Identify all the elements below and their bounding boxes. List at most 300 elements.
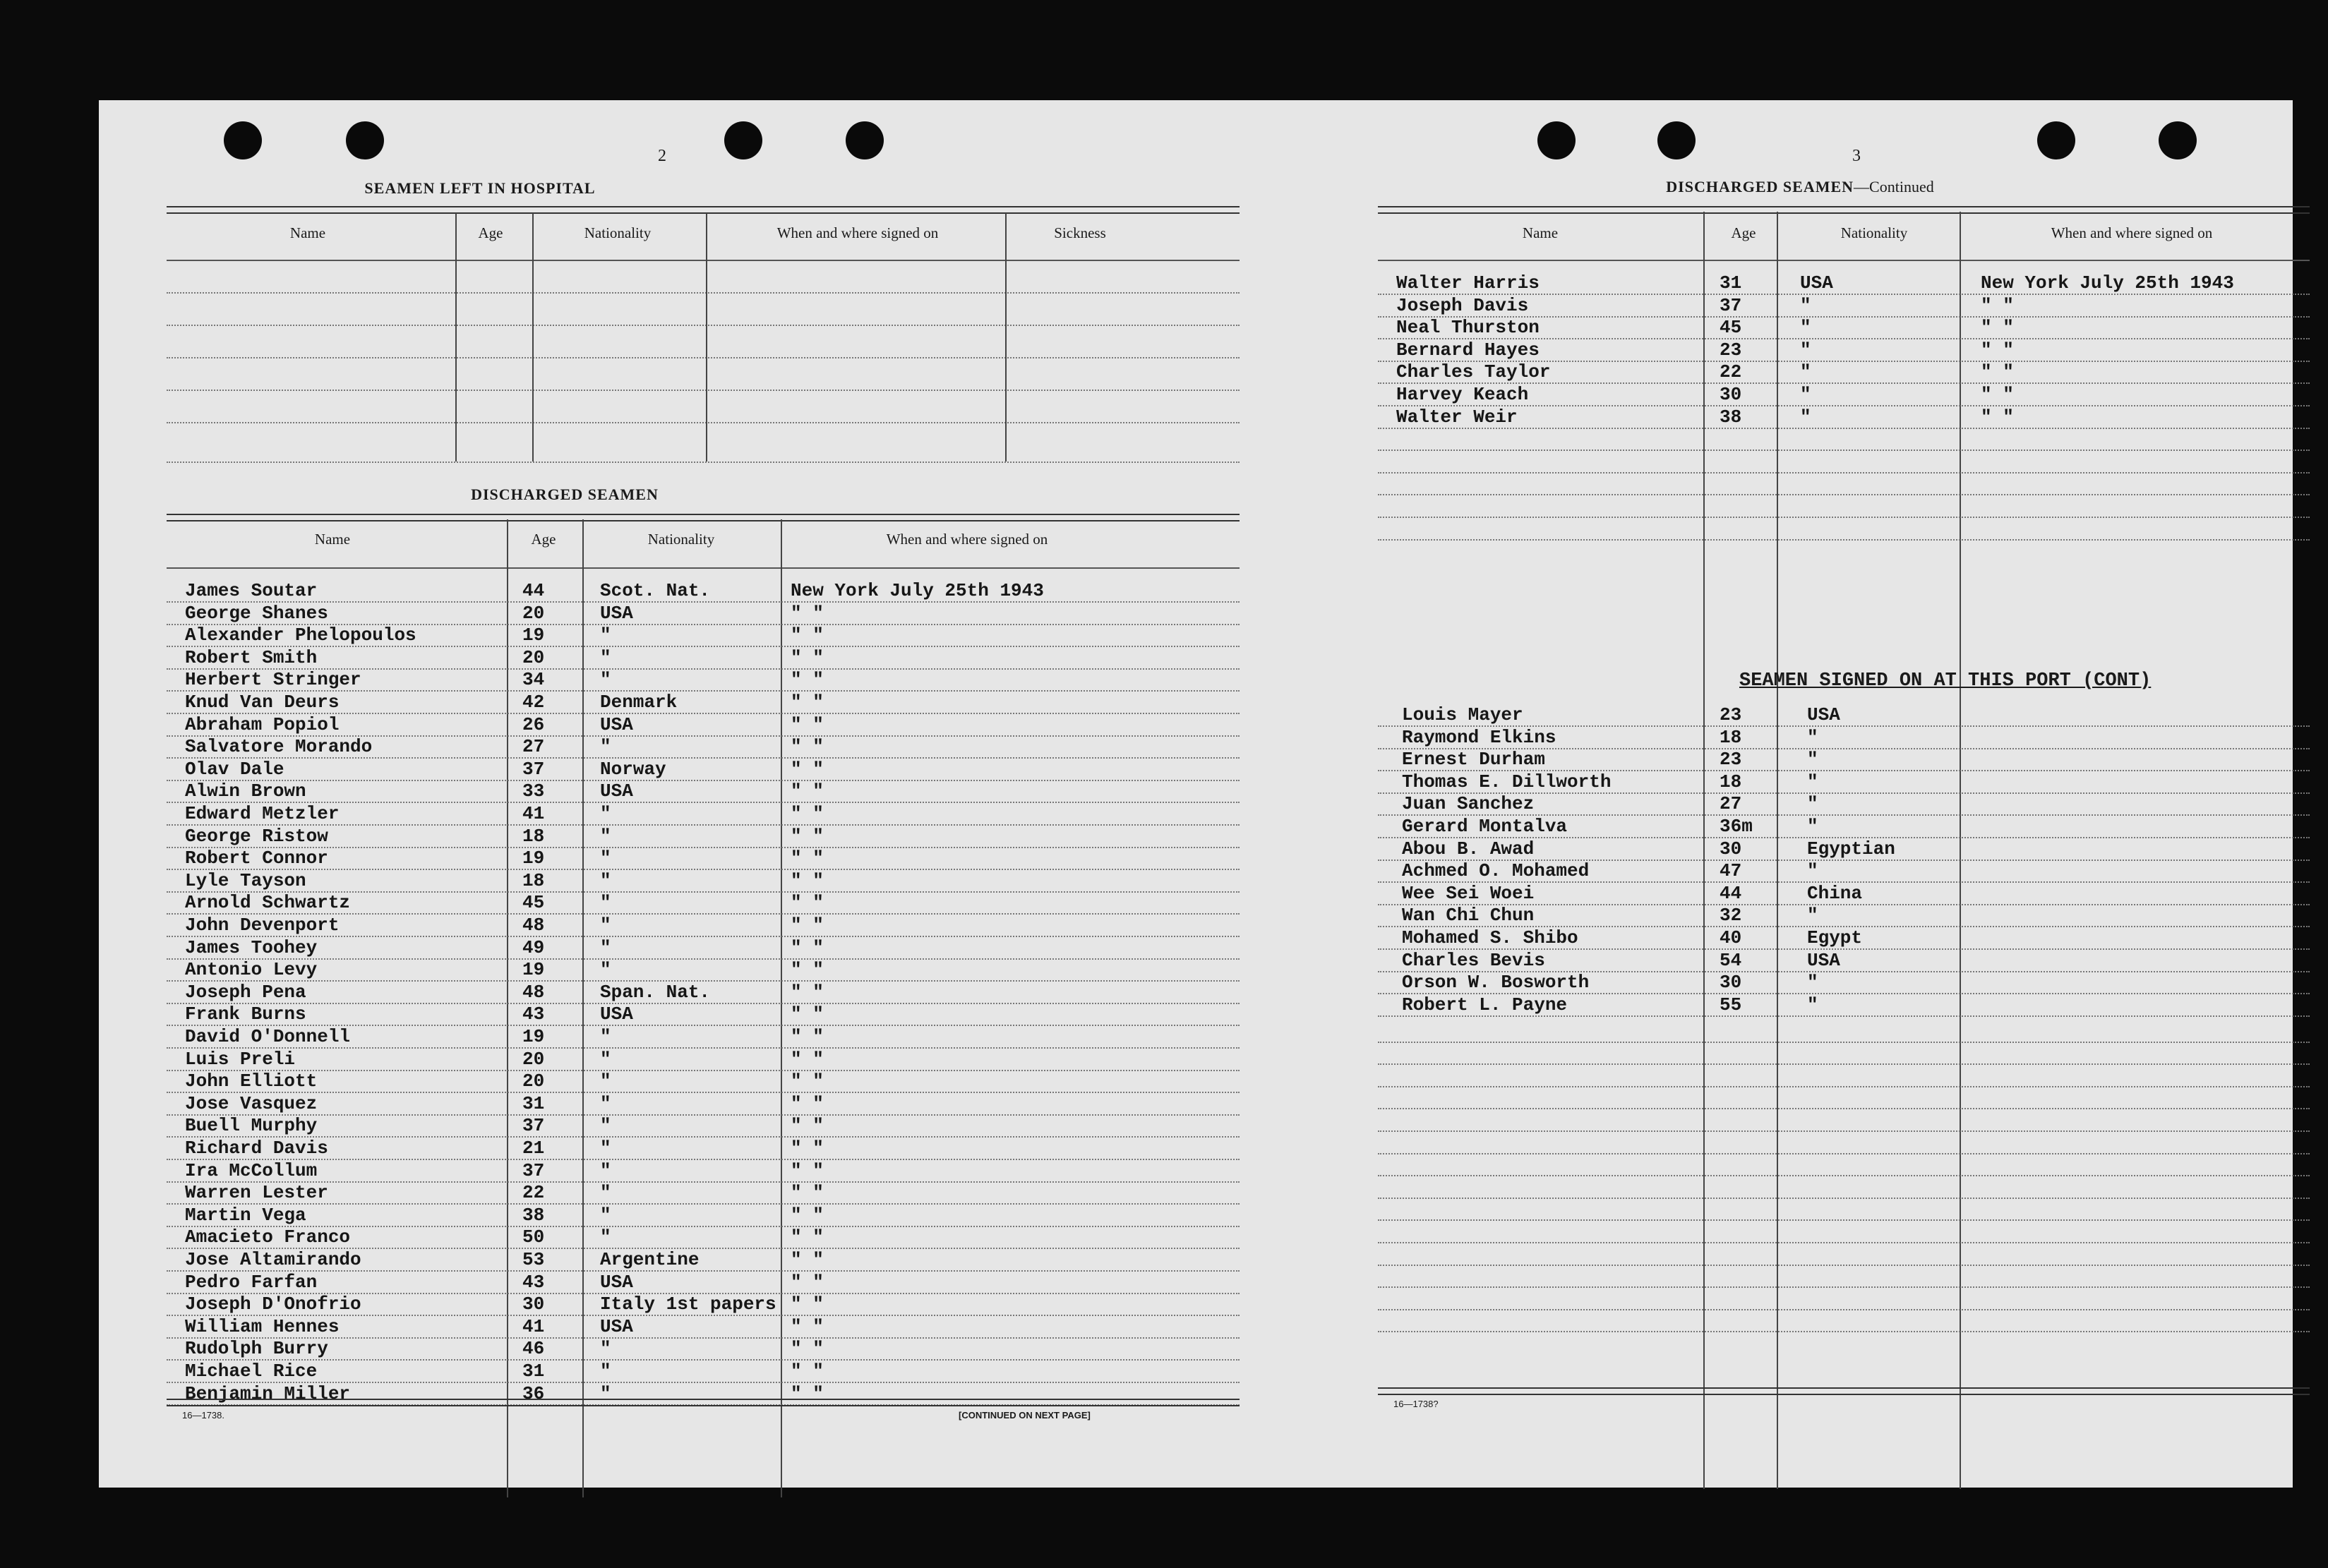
cell-age: 41 <box>522 1315 545 1337</box>
cell-nat: " <box>600 1382 611 1404</box>
row-rule <box>167 1203 1240 1205</box>
cell-nat: USA <box>600 780 633 802</box>
cell-nat: " <box>1807 994 1818 1015</box>
discharged-title: DISCHARGED SEAMEN <box>471 486 659 503</box>
cell-name: Antonio Levy <box>185 959 318 981</box>
cell-nat: USA <box>1807 949 1840 971</box>
cell-name: Herbert Stringer <box>185 669 361 691</box>
page-number: 2 <box>658 147 666 165</box>
cell-age: 43 <box>522 1003 545 1025</box>
cell-age: 26 <box>522 713 545 735</box>
cell-nat: " <box>600 1048 611 1070</box>
cell-name: Joseph Pena <box>185 981 306 1003</box>
row-rule <box>1378 1286 2310 1288</box>
cell-name: William Hennes <box>185 1315 340 1337</box>
cell-name: Edward Metzler <box>185 803 340 824</box>
hospital-col-age: Age <box>478 224 503 241</box>
cell-nat: Argentine <box>600 1249 700 1270</box>
cell-age: 37 <box>1720 294 1742 316</box>
cell-when: " " <box>791 646 824 668</box>
cell-nat: USA <box>1800 272 1833 294</box>
cell-name: Bernard Hayes <box>1396 339 1540 361</box>
column-divider <box>706 213 707 462</box>
cell-age: 31 <box>522 1361 545 1382</box>
row-rule <box>1378 1153 2310 1154</box>
cell-when: " " <box>1981 317 2014 339</box>
blank-line <box>167 462 1240 463</box>
hospital-col-sickness: Sickness <box>1054 224 1106 241</box>
cell-when: " " <box>1981 339 2014 361</box>
cell-age: 20 <box>522 602 545 624</box>
cell-age: 37 <box>522 758 545 780</box>
blank-line <box>167 422 1240 423</box>
cell-when: " " <box>791 1271 824 1293</box>
row-rule <box>167 757 1240 759</box>
cell-age: 54 <box>1720 949 1742 971</box>
cell-age: 33 <box>522 780 545 802</box>
cell-when: " " <box>791 803 824 824</box>
cell-age: 37 <box>522 1115 545 1137</box>
cell-when: " " <box>791 1003 824 1025</box>
cell-name: Arnold Schwartz <box>185 892 351 914</box>
cell-name: John Devenport <box>185 915 340 936</box>
blank-line <box>167 357 1240 358</box>
cell-name: Frank Burns <box>185 1003 306 1025</box>
row-rule <box>1378 1175 2310 1176</box>
cell-when: " " <box>1981 406 2014 428</box>
cell-age: 49 <box>522 936 545 958</box>
page-title-cont: —Continued <box>1854 178 1934 195</box>
cell-when: " " <box>791 1382 824 1404</box>
cell-age: 44 <box>1720 882 1742 904</box>
row-rule <box>1378 405 2310 406</box>
row-rule <box>167 1070 1240 1071</box>
right-page <box>1214 100 2293 1488</box>
cell-nat: " <box>600 936 611 958</box>
cell-name: Ernest Durham <box>1402 749 1545 771</box>
discharged-col-nationality: Nationality <box>647 531 715 548</box>
cell-nat: " <box>1800 339 1811 361</box>
punch-hole <box>224 121 262 159</box>
column-divider <box>455 213 457 462</box>
cell-name: Warren Lester <box>185 1182 328 1204</box>
cell-name: Amacieto Franco <box>185 1226 351 1248</box>
punch-hole <box>2037 121 2075 159</box>
cell-name: Robert Smith <box>185 646 318 668</box>
cell-nat: " <box>600 669 611 691</box>
cell-nat: " <box>600 1204 611 1226</box>
header-rule <box>167 260 1240 261</box>
cell-nat: " <box>600 1338 611 1360</box>
cell-when: " " <box>791 1315 824 1337</box>
cell-name: Olav Dale <box>185 758 284 780</box>
cell-age: 50 <box>522 1226 545 1248</box>
row-rule <box>1378 1130 2310 1132</box>
row-rule <box>1378 1063 2310 1065</box>
row-rule <box>1378 1086 2310 1087</box>
cell-nat: " <box>1800 384 1811 405</box>
cell-nat: " <box>600 1159 611 1181</box>
punch-hole <box>846 121 884 159</box>
cell-age: 42 <box>522 692 545 713</box>
page-title <box>1539 178 2061 196</box>
cell-nat: " <box>1807 771 1818 792</box>
cell-nat: " <box>1807 749 1818 771</box>
bottom-rule <box>1378 1387 2310 1395</box>
punch-hole <box>1657 121 1696 159</box>
row-rule <box>1378 316 2310 318</box>
row-rule <box>167 869 1240 870</box>
cell-age: 30 <box>1720 384 1742 405</box>
cell-name: Luis Preli <box>185 1048 296 1070</box>
cell-age: 40 <box>1720 927 1742 948</box>
cell-name: Salvatore Morando <box>185 736 373 758</box>
cell-nat: " <box>600 1026 611 1047</box>
row-rule <box>1378 450 2310 451</box>
cell-when: " " <box>791 915 824 936</box>
col-age: Age <box>1731 224 1756 241</box>
blank-line <box>167 292 1240 294</box>
cell-name: Knud Van Deurs <box>185 692 340 713</box>
cell-nat: " <box>600 1115 611 1137</box>
column-divider <box>1703 212 1705 1489</box>
cell-age: 19 <box>522 959 545 981</box>
form-number: 16—1738. <box>182 1410 224 1421</box>
cell-when: New York July 25th 1943 <box>1981 272 2234 294</box>
cell-age: 30 <box>522 1293 545 1315</box>
cell-nat: " <box>600 803 611 824</box>
cell-name: Jose Altamirando <box>185 1249 361 1270</box>
cell-name: Thomas E. Dillworth <box>1402 771 1612 792</box>
blank-line <box>167 325 1240 326</box>
cell-age: 31 <box>1720 272 1742 294</box>
discharged-col-name: Name <box>314 531 351 548</box>
hospital-top-rule <box>167 206 1240 214</box>
cell-name: Buell Murphy <box>185 1115 318 1137</box>
cell-name: Joseph Davis <box>1396 294 1529 316</box>
row-rule <box>167 1159 1240 1160</box>
cell-age: 36m <box>1720 816 1753 837</box>
row-rule <box>167 1092 1240 1093</box>
page-title-main: DISCHARGED SEAMEN <box>1666 178 1854 195</box>
left-page <box>99 100 1214 1488</box>
cell-name: Richard Davis <box>185 1138 328 1159</box>
cell-nat: Egyptian <box>1807 838 1895 860</box>
cell-name: Raymond Elkins <box>1402 726 1556 748</box>
cell-age: 45 <box>1720 317 1742 339</box>
cell-name: Robert L. Payne <box>1402 994 1568 1015</box>
cell-age: 18 <box>1720 771 1742 792</box>
cell-when: " " <box>791 1026 824 1047</box>
cell-when: " " <box>791 758 824 780</box>
blank-line <box>167 390 1240 391</box>
cell-nat: " <box>600 825 611 847</box>
cell-name: George Shanes <box>185 602 328 624</box>
row-rule <box>1378 472 2310 474</box>
cell-name: Orson W. Bosworth <box>1402 972 1590 994</box>
column-divider <box>1005 213 1007 462</box>
cell-age: 18 <box>522 825 545 847</box>
cell-when: " " <box>791 1071 824 1092</box>
cell-age: 20 <box>522 1048 545 1070</box>
cell-nat: " <box>600 736 611 758</box>
cell-age: 19 <box>522 625 545 646</box>
cell-name: Juan Sanchez <box>1402 793 1535 815</box>
row-rule <box>1378 1108 2310 1109</box>
cell-name: James Soutar <box>185 580 318 601</box>
cell-name: Mohamed S. Shibo <box>1402 927 1578 948</box>
cell-name: Alwin Brown <box>185 780 306 802</box>
top-rule <box>1378 206 2310 214</box>
cell-name: Martin Vega <box>185 1204 306 1226</box>
punch-hole <box>2159 121 2197 159</box>
cell-age: 48 <box>522 915 545 936</box>
cell-name: Walter Weir <box>1396 406 1518 428</box>
punch-hole <box>346 121 384 159</box>
row-rule <box>1378 494 2310 495</box>
cell-age: 30 <box>1720 972 1742 994</box>
cell-when: " " <box>791 1249 824 1270</box>
cell-when: " " <box>791 1204 824 1226</box>
discharged-top-rule <box>167 514 1240 521</box>
cell-when: " " <box>791 713 824 735</box>
hospital-title: SEAMEN LEFT IN HOSPITAL <box>364 179 596 197</box>
cell-age: 18 <box>1720 726 1742 748</box>
cell-age: 27 <box>1720 793 1742 815</box>
hospital-col-nationality: Nationality <box>584 224 652 241</box>
cell-nat: " <box>1800 406 1811 428</box>
row-rule <box>1378 1265 2310 1266</box>
cell-name: Wan Chi Chun <box>1402 905 1535 927</box>
column-divider <box>1960 212 1961 1489</box>
row-rule <box>1378 361 2310 362</box>
cell-name: Rudolph Burry <box>185 1338 328 1360</box>
cell-nat: Span. Nat. <box>600 981 711 1003</box>
col-nationality: Nationality <box>1840 224 1908 241</box>
cell-age: 22 <box>1720 361 1742 383</box>
cell-name: Abou B. Awad <box>1402 838 1535 860</box>
cell-name: James Toohey <box>185 936 318 958</box>
cell-when: " " <box>791 669 824 691</box>
cell-nat: " <box>600 848 611 869</box>
cell-age: 48 <box>522 981 545 1003</box>
punch-hole <box>724 121 762 159</box>
header-rule <box>1378 260 2310 261</box>
cell-when: " " <box>791 602 824 624</box>
cell-name: Walter Harris <box>1396 272 1540 294</box>
row-rule <box>167 1114 1240 1116</box>
cell-age: 20 <box>522 1071 545 1092</box>
cell-nat: USA <box>1807 704 1840 725</box>
cell-when: " " <box>1981 384 2014 405</box>
cell-age: 23 <box>1720 749 1742 771</box>
cell-name: Michael Rice <box>185 1361 318 1382</box>
cell-nat: USA <box>600 713 633 735</box>
cell-age: 21 <box>522 1138 545 1159</box>
row-rule <box>1378 1331 2310 1332</box>
cell-nat: Scot. Nat. <box>600 580 711 601</box>
cell-nat: " <box>1807 793 1818 815</box>
cell-nat: " <box>1800 361 1811 383</box>
cell-age: 31 <box>522 1092 545 1114</box>
cell-name: Gerard Montalva <box>1402 816 1568 837</box>
cell-when: " " <box>791 1115 824 1137</box>
cell-nat: " <box>1807 816 1818 837</box>
cell-nat: " <box>600 959 611 981</box>
row-rule <box>1378 1219 2310 1221</box>
column-divider <box>582 519 584 1497</box>
column-divider <box>1777 212 1778 1489</box>
cell-name: David O'Donnell <box>185 1026 351 1047</box>
cell-nat: Denmark <box>600 692 678 713</box>
cell-name: Robert Connor <box>185 848 328 869</box>
cell-nat: " <box>600 1092 611 1114</box>
cell-age: 19 <box>522 848 545 869</box>
cell-age: 38 <box>522 1204 545 1226</box>
continued-note: [CONTINUED ON NEXT PAGE] <box>959 1410 1091 1421</box>
cell-name: Charles Taylor <box>1396 361 1551 383</box>
cell-nat: " <box>600 892 611 914</box>
cell-nat: " <box>600 1138 611 1159</box>
cell-name: George Ristow <box>185 825 328 847</box>
cell-age: 22 <box>522 1182 545 1204</box>
row-rule <box>1378 1015 2310 1017</box>
cell-nat: " <box>600 915 611 936</box>
row-rule <box>167 958 1240 960</box>
cell-age: 47 <box>1720 860 1742 882</box>
cell-when: " " <box>1981 361 2014 383</box>
cell-when: " " <box>791 1092 824 1114</box>
cell-when: " " <box>791 981 824 1003</box>
cell-nat: " <box>1807 860 1818 882</box>
cell-age: 27 <box>522 736 545 758</box>
cell-when: " " <box>791 1159 824 1181</box>
discharged-col-when: When and where signed on <box>886 531 1048 548</box>
cell-when: " " <box>791 1338 824 1360</box>
cell-nat: USA <box>600 1271 633 1293</box>
cell-nat: " <box>600 1361 611 1382</box>
row-rule <box>1378 338 2310 339</box>
cell-when: " " <box>791 780 824 802</box>
hospital-col-when: When and where signed on <box>776 224 939 241</box>
cell-nat: " <box>1800 294 1811 316</box>
cell-age: 23 <box>1720 339 1742 361</box>
cell-nat: USA <box>600 1315 633 1337</box>
cell-age: 41 <box>522 803 545 824</box>
cell-name: Harvey Keach <box>1396 384 1529 405</box>
cell-age: 23 <box>1720 704 1742 725</box>
cell-name: Benjamin Miller <box>185 1382 351 1404</box>
discharged-col-age: Age <box>531 531 556 548</box>
column-divider <box>507 519 508 1497</box>
cell-nat: USA <box>600 1003 633 1025</box>
cell-name: Neal Thurston <box>1396 317 1540 339</box>
cell-nat: " <box>1800 317 1811 339</box>
cell-nat: " <box>600 625 611 646</box>
row-rule <box>167 1270 1240 1272</box>
row-rule <box>1378 1042 2310 1043</box>
cell-nat: Egypt <box>1807 927 1863 948</box>
cell-when: New York July 25th 1943 <box>791 580 1044 601</box>
row-rule <box>1378 517 2310 518</box>
cell-nat: " <box>600 1226 611 1248</box>
cell-age: 19 <box>522 1026 545 1047</box>
signed-on-heading: SEAMEN SIGNED ON AT THIS PORT (CONT) <box>1739 670 2152 692</box>
cell-name: Louis Mayer <box>1402 704 1523 725</box>
cell-when: " " <box>791 736 824 758</box>
cell-age: 46 <box>522 1338 545 1360</box>
cell-when: " " <box>791 869 824 891</box>
form-number: 16—1738? <box>1393 1399 1439 1409</box>
col-when: When and where signed on <box>2051 224 2213 241</box>
cell-name: Joseph D'Onofrio <box>185 1293 361 1315</box>
cell-when: " " <box>791 848 824 869</box>
cell-when: " " <box>1981 294 2014 316</box>
cell-age: 38 <box>1720 406 1742 428</box>
row-rule <box>1378 1309 2310 1310</box>
cell-name: John Elliott <box>185 1071 318 1092</box>
cell-nat: " <box>600 1182 611 1204</box>
page-number: 3 <box>1852 147 1861 165</box>
cell-name: Lyle Tayson <box>185 869 306 891</box>
cell-when: " " <box>791 959 824 981</box>
cell-age: 53 <box>522 1249 545 1270</box>
cell-name: Pedro Farfan <box>185 1271 318 1293</box>
cell-when: " " <box>791 1361 824 1382</box>
col-name: Name <box>1522 224 1559 241</box>
ledger-sheet <box>99 100 2293 1488</box>
bottom-rule <box>167 1399 1240 1406</box>
cell-age: 43 <box>522 1271 545 1293</box>
cell-nat: China <box>1807 882 1863 904</box>
row-rule <box>1378 1242 2310 1243</box>
column-divider <box>532 213 534 462</box>
cell-age: 32 <box>1720 905 1742 927</box>
cell-name: Jose Vasquez <box>185 1092 318 1114</box>
row-rule <box>167 646 1240 647</box>
row-rule <box>167 780 1240 781</box>
cell-nat: " <box>600 646 611 668</box>
row-rule <box>167 936 1240 937</box>
cell-when: " " <box>791 1226 824 1248</box>
cell-name: Charles Bevis <box>1402 949 1545 971</box>
punch-hole <box>1537 121 1576 159</box>
cell-when: " " <box>791 692 824 713</box>
cell-nat: " <box>1807 905 1818 927</box>
cell-when: " " <box>791 625 824 646</box>
cell-when: " " <box>791 892 824 914</box>
cell-age: 20 <box>522 646 545 668</box>
cell-age: 36 <box>522 1382 545 1404</box>
hospital-col-name: Name <box>289 224 326 241</box>
cell-name: Ira McCollum <box>185 1159 318 1181</box>
cell-nat: USA <box>600 602 633 624</box>
row-rule <box>1378 294 2310 295</box>
cell-when: " " <box>791 1048 824 1070</box>
cell-age: 55 <box>1720 994 1742 1015</box>
cell-nat: Norway <box>600 758 666 780</box>
cell-age: 44 <box>522 580 545 601</box>
row-rule <box>167 1047 1240 1049</box>
cell-when: " " <box>791 825 824 847</box>
cell-name: Wee Sei Woei <box>1402 882 1535 904</box>
cell-nat: " <box>600 1071 611 1092</box>
cell-age: 34 <box>522 669 545 691</box>
cell-age: 30 <box>1720 838 1742 860</box>
row-rule <box>1378 539 2310 541</box>
header-rule <box>167 567 1240 569</box>
column-divider <box>781 519 782 1497</box>
